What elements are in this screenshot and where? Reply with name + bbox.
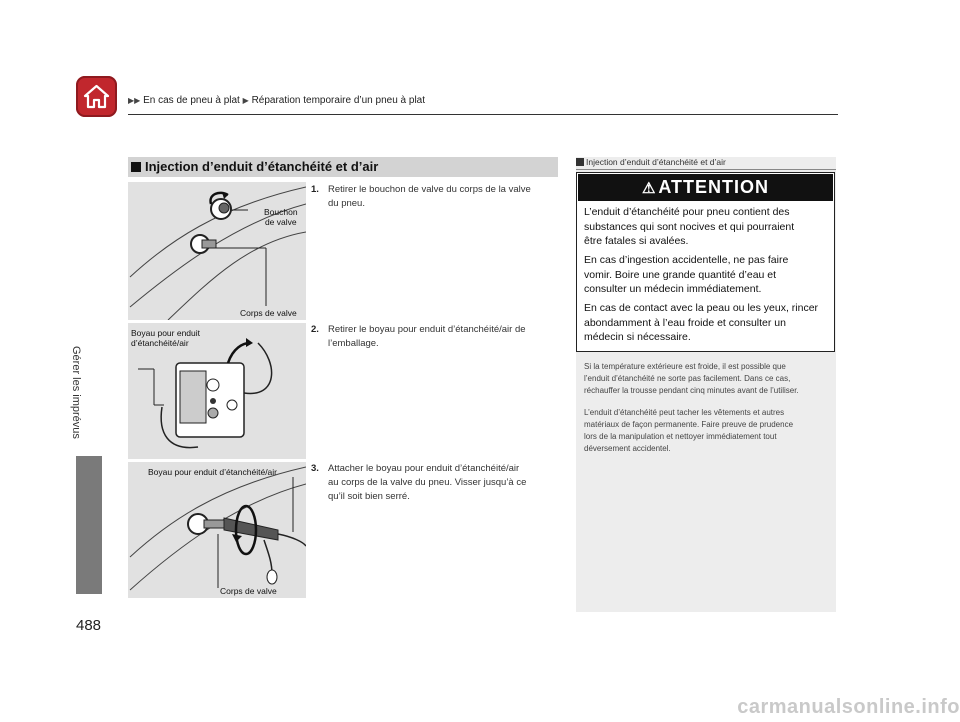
warning-line: L’enduit d’étanchéité pour pneu contient des	[584, 206, 790, 218]
warning-title-bar	[578, 174, 833, 201]
step-text-line: Attacher le boyau pour enduit d’étanchéité/air	[328, 463, 520, 474]
note-line: Si la température extérieure est froide, il est possible que	[584, 362, 786, 371]
warning-line: abondamment à l’eau froide et consulter un	[584, 316, 786, 329]
side-tab-label[interactable]: Gérer les imprévus	[70, 346, 82, 439]
figure-remove-valve-cap	[128, 182, 306, 320]
side-note-title: Injection d’enduit d’étanchéité et d’air	[586, 157, 726, 167]
note-line: déversement accidentel.	[584, 444, 671, 453]
side-note-header[interactable]	[576, 157, 836, 167]
warning-line: En cas d’ingestion accidentelle, ne pas faire	[584, 254, 789, 266]
step-text-line: l’emballage.	[328, 338, 379, 349]
warning-paragraph-1	[584, 205, 824, 249]
warning-line: être fatales si avalées.	[584, 235, 689, 247]
note-line: l’enduit d’étanchéité ne sorte pas facilement. Dans ce cas,	[584, 374, 791, 383]
callout-hose: Boyau pour enduit d’étanchéité/air	[148, 467, 278, 477]
callout-valve-body: Corps de valve	[240, 308, 297, 318]
page-number: 488	[76, 617, 102, 634]
warning-line: substances qui sont nocives et qui pourraient	[584, 220, 795, 233]
step-3	[311, 462, 558, 504]
warning-line: consulter un médecin immédiatement.	[584, 283, 762, 295]
breadcrumb-item-1[interactable]: En cas de pneu à plat	[143, 95, 240, 106]
step-text-line: Retirer le boyau pour enduit d’étanchéité/air de	[328, 324, 526, 335]
note-line: lors de la manipulation et nettoyer immédiatement tout	[584, 432, 777, 441]
note-line: L’enduit d’étanchéité peut tacher les vêtements et autres	[584, 408, 785, 417]
warning-line: vomir. Boire une grande quantité d’eau et	[584, 268, 777, 281]
step-2	[311, 323, 558, 351]
note-line: réchauffer la trousse pendant cinq minutes avant de l’utiliser.	[584, 386, 799, 395]
section-title: Injection d’enduit d’étanchéité et d’air	[145, 159, 379, 174]
attach-hose-illustration	[128, 462, 306, 598]
step-1	[311, 183, 558, 211]
step-text-line: du pneu.	[328, 198, 365, 209]
breadcrumb-item-2[interactable]: Réparation temporaire d’un pneu à plat	[251, 95, 426, 106]
warning-paragraph-3	[584, 301, 824, 345]
callout-valve-body: Corps de valve	[220, 586, 277, 596]
callout-valve-cap-line1: Bouchon	[264, 207, 298, 217]
warning-title: ATTENTION	[658, 177, 770, 197]
step-number: 1.	[311, 184, 319, 195]
callout-sealant-hose	[131, 328, 200, 348]
step-text-line: Retirer le bouchon de valve du corps de la valve	[328, 184, 531, 195]
home-button[interactable]	[76, 76, 117, 117]
side-note-divider	[576, 169, 836, 170]
watermark: carmanualsonline.info	[737, 696, 960, 718]
callout-sealant-hose-line1: Boyau pour enduit	[131, 328, 200, 338]
step-number: 2.	[311, 324, 319, 335]
section-square-icon	[131, 162, 141, 172]
section-header	[128, 157, 558, 177]
step-text-line: au corps de la valve du pneu. Visser jusqu’à ce	[328, 477, 527, 488]
figure-attach-hose	[128, 462, 306, 598]
side-tab-marker[interactable]	[76, 456, 102, 594]
header-divider	[128, 114, 838, 115]
warning-paragraph-2	[584, 253, 824, 297]
warning-line: En cas de contact avec la peau ou les yeux, rincer	[584, 302, 819, 314]
step-text-line: qu’il soit bien serré.	[328, 491, 410, 502]
warning-line: médecin si nécessaire.	[584, 331, 691, 343]
breadcrumb	[128, 95, 425, 106]
figure-hose-kit	[128, 323, 306, 459]
home-icon	[82, 82, 111, 111]
breadcrumb-arrow-icon: ▶▶	[128, 96, 141, 105]
breadcrumb-arrow-icon: ▶	[242, 96, 249, 105]
callout-valve-cap-line2: de valve	[264, 217, 297, 227]
warning-icon: ⚠	[641, 180, 657, 197]
step-number: 3.	[311, 463, 319, 474]
note-paragraph-2	[584, 407, 828, 455]
callout-sealant-hose-line2: d’étanchéité/air	[131, 338, 189, 348]
valve-cap-illustration	[128, 182, 306, 320]
callout-valve-cap	[264, 207, 298, 227]
note-marker-icon	[576, 158, 584, 166]
note-paragraph-1	[584, 361, 828, 397]
note-line: matériaux de façon permanente. Faire preuve de prudence	[584, 420, 794, 429]
